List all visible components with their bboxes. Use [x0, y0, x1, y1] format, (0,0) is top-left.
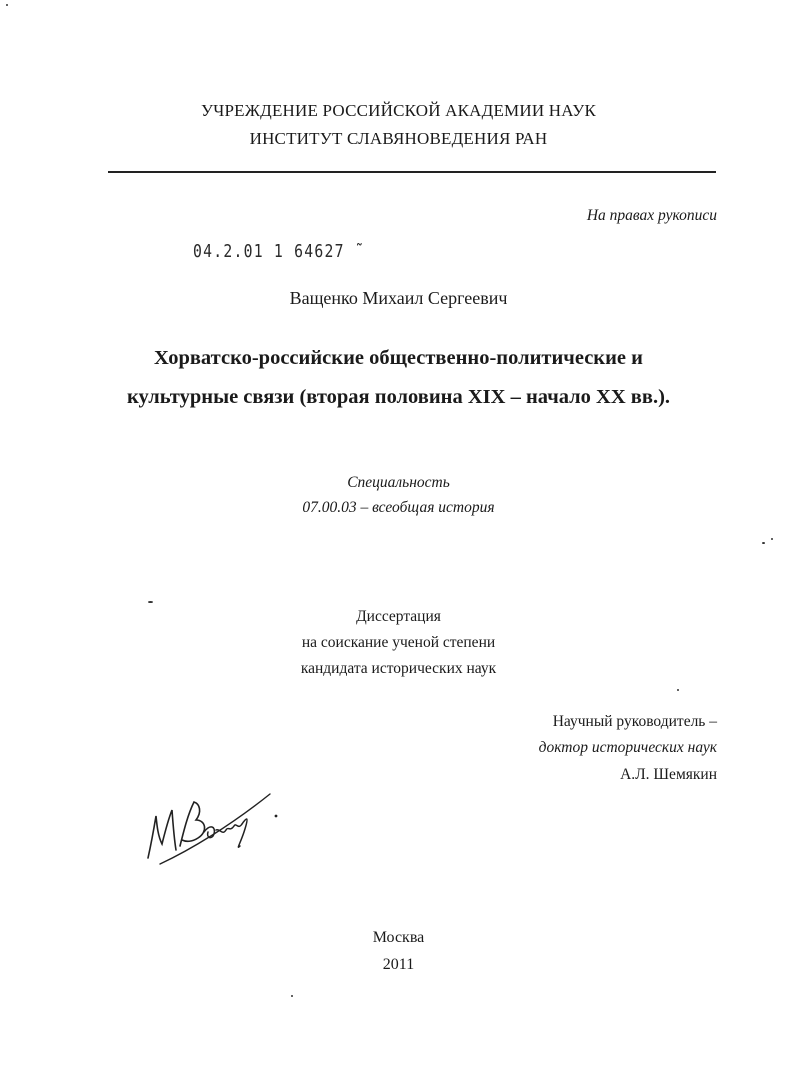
supervisor-name: А.Л. Шемякин [620, 766, 717, 783]
scan-speck [771, 538, 773, 540]
scan-speck [762, 542, 765, 544]
scan-speck [6, 4, 8, 6]
scan-speck [148, 601, 153, 603]
degree-line: на соискание ученой степени [301, 634, 496, 651]
supervisor-label: Научный руководитель – [552, 713, 717, 730]
thesis-title-line-2: культурные связи (вторая половина XIX – начало XX вв.). [126, 386, 671, 408]
author-name: Ващенко Михаил Сергеевич [289, 288, 508, 308]
scan-speck [677, 689, 679, 691]
degree-field: кандидата исторических наук [300, 660, 497, 677]
handwritten-signature [140, 780, 290, 870]
supervisor-degree: доктор исторических наук [538, 739, 717, 756]
registration-stamp-number: 04.2.01 1 64627 ˜ [193, 241, 365, 262]
publication-city: Москва [372, 929, 425, 946]
manuscript-rights-note: На правах рукописи [586, 207, 717, 224]
specialty-label: Специальность [347, 474, 450, 491]
scan-speck [291, 995, 293, 997]
publication-year: 2011 [382, 956, 415, 973]
header-divider [108, 171, 716, 173]
dissertation-label: Диссертация [356, 608, 441, 625]
institution-name: УЧРЕЖДЕНИЕ РОССИЙСКОЙ АКАДЕМИИ НАУК [201, 101, 596, 120]
specialty-code: 07.00.03 – всеобщая история [302, 499, 495, 516]
institute-name: ИНСТИТУТ СЛАВЯНОВЕДЕНИЯ РАН [249, 129, 548, 148]
thesis-title-line-1: Хорватско-российские общественно-политические и [154, 347, 643, 369]
